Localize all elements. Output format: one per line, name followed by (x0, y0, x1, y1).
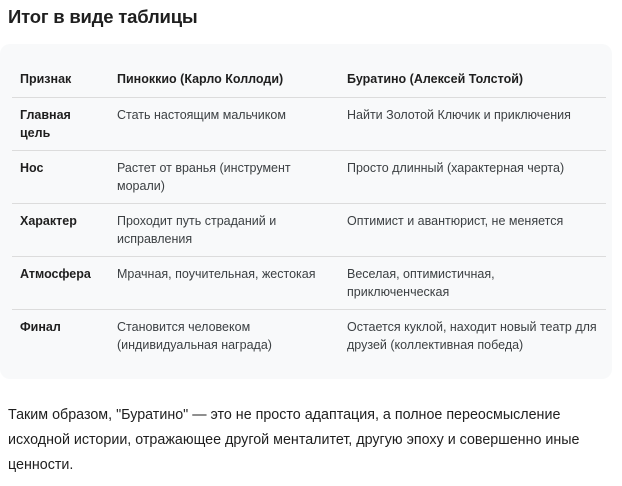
table-cell-buratino: Оптимист и авантюрист, не меняется (347, 214, 564, 228)
table-cell-pinocchio: Мрачная, поучительная, жестокая (117, 267, 316, 281)
table-cell-buratino: Просто длинный (характерная черта) (347, 161, 565, 175)
table-divider (12, 256, 606, 257)
section-heading: Итог в виде таблицы (8, 6, 198, 27)
table-divider (12, 203, 606, 204)
table-cell-pinocchio: Растет от вранья (инструмент морали) (117, 161, 291, 193)
table-divider (12, 97, 606, 98)
table-row-label: Финал (20, 320, 61, 334)
table-divider (12, 309, 606, 310)
comparison-table (0, 44, 612, 379)
table-cell-buratino: Найти Золотой Ключик и приключения (347, 108, 571, 122)
table-cell-buratino: Веселая, оптимистичная, приключенческая (347, 267, 495, 299)
table-row-label: Нос (20, 161, 44, 175)
conclusion-paragraph: Таким образом, "Буратино" — это не просто адаптация, а полное переосмысление исходной истории, отражающее другой менталитет, другую эпоху и совершенно иные ценности. (8, 407, 580, 473)
table-row-label: Главная цель (20, 108, 71, 140)
table-row-label: Характер (20, 214, 77, 228)
table-cell-pinocchio: Стать настоящим мальчиком (117, 108, 286, 122)
table-header-buratino: Буратино (Алексей Толстой) (347, 72, 524, 86)
table-divider (12, 150, 606, 151)
table-header-feature: Признак (20, 72, 72, 86)
table-cell-pinocchio: Проходит путь страданий и исправления (117, 214, 277, 246)
table-cell-pinocchio: Становится человеком (индивидуальная награда) (117, 320, 272, 352)
table-row-label: Атмосфера (20, 267, 91, 281)
table-cell-buratino: Остается куклой, находит новый театр для друзей (коллективная победа) (347, 320, 597, 352)
table-header-pinocchio: Пиноккио (Карло Коллоди) (117, 72, 284, 86)
